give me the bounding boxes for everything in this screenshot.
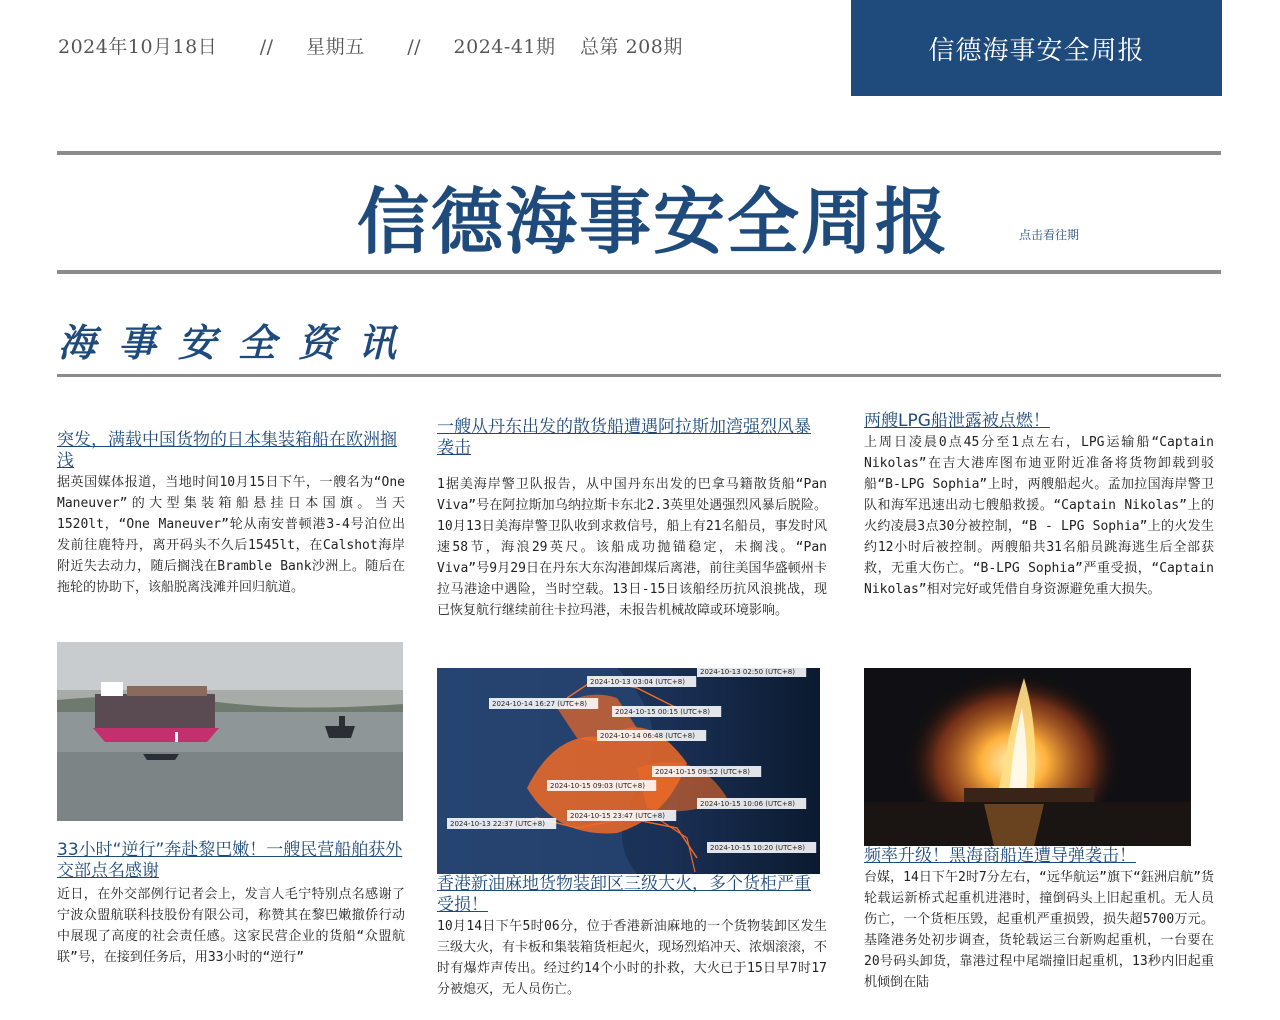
issue-weekday: 星期五 <box>306 36 365 58</box>
issue-info-bar <box>58 32 693 59</box>
brand-name: 信德海事安全周报 <box>928 35 1145 66</box>
track-label: 2024-10-15 10:20 (UTC+8) <box>710 844 805 852</box>
article-headline[interactable]: 频率升级！黑海商船连遭导弹袭击！ <box>864 846 1136 866</box>
article-text: 1据美海岸警卫队报告，从中国丹东出发的巴拿马籍散货船“Pan Viva”号在阿拉斯加乌纳拉斯卡东北2.3英里处遇强烈风暴后脱险。10月13日美海岸警卫队收到求救信号，船上有21名船员，事发时风速58节，海浪29英尺。该船成功抛锚稳定，未搁浅。“Pan Viva”号9月29日在丹东大东沟港卸煤后离港，前往美国华盛顿州卡拉马港途中遇险，当时空载。13日-15日该船经历抗风浪挑战，现已恢复航行继续前往卡拉玛港，未报告机械故障或环境影响。 <box>437 477 827 618</box>
ship-track-map <box>437 668 820 874</box>
article-text: 上周日凌晨0点45分至1点左右，LPG运输船“Captain Nikolas”在吉大港库图布迪亚附近准备将货物卸载到驳船“B-LPG Sophia”上时，两艘船起火。孟加拉国海岸警卫队和海军迅速出动七艘船救援。“Captain Nikolas”上的火约凌晨3点30分被控制，“B - LPG Sophia”上的火发生约12小时后被控制。两艘船共31名船员跳海逃生后全部获救，无重大伤亡。“B-LPG Sophia”严重受损，“Captain Nikolas”相对完好或凭借自身资源避免重大损失。 <box>864 435 1214 597</box>
container-ship-image <box>57 642 403 821</box>
issue-number: 2024-41期 <box>453 36 556 58</box>
track-label: 2024-10-15 23:47 (UTC+8) <box>570 812 665 820</box>
article-body <box>864 432 1214 600</box>
separator: // <box>407 36 421 58</box>
masthead-title: 信德海事安全周报 <box>357 179 950 264</box>
ship-grounded-photo <box>57 642 403 821</box>
track-label: 2024-10-15 09:03 (UTC+8) <box>550 782 645 790</box>
article-title <box>57 840 405 882</box>
article-body <box>437 474 827 621</box>
track-label: 2024-10-15 00:15 (UTC+8) <box>615 708 710 716</box>
divider <box>57 374 1221 377</box>
lpg-fire-photo <box>864 668 1191 846</box>
section-title: 海事安全资讯 <box>58 320 419 365</box>
divider <box>57 151 1221 155</box>
ship-fire-image <box>864 668 1191 846</box>
track-label: 2024-10-13 03:04 (UTC+8) <box>590 678 685 686</box>
track-label: 2024-10-15 09:52 (UTC+8) <box>655 768 750 776</box>
article-headline[interactable]: 两艘LPG船泄露被点燃！ <box>864 411 1050 431</box>
ship-track-map-image <box>437 668 820 874</box>
article-title <box>864 411 1214 432</box>
issue-date: 2024年10月18日 <box>58 36 218 58</box>
divider <box>57 270 1221 274</box>
article-body <box>437 916 827 1000</box>
track-label: 2024-10-14 06:48 (UTC+8) <box>600 732 695 740</box>
brand-box <box>851 0 1222 96</box>
article-body <box>57 472 405 598</box>
track-label: 2024-10-13 22:37 (UTC+8) <box>450 820 545 828</box>
separator: // <box>259 36 274 58</box>
issue-total: 总第 208期 <box>580 36 683 58</box>
article-headline[interactable]: 一艘从丹东出发的散货船遭遇阿拉斯加湾强烈风暴袭击 <box>437 417 811 458</box>
article-title <box>437 417 825 459</box>
article-text: 据英国媒体报道，当地时间10月15日下午，一艘名为“One Maneuver”的大型集装箱船悬挂日本国旗。当天1520lt，“One Maneuver”轮从南安普顿港3-4号泊位出发前往鹿特丹，离开码头不久后1545lt，在Calshot海岸附近失去动力，随后搁浅在Bramble Bank沙洲上。随后在拖轮的协助下，该船脱离浅滩并回归航道。 <box>57 475 405 595</box>
track-label: 2024-10-15 10:06 (UTC+8) <box>700 800 795 808</box>
article-body <box>864 867 1214 993</box>
article-title <box>864 846 1214 867</box>
track-label: 2024-10-13 02:50 (UTC+8) <box>700 668 795 676</box>
track-label: 2024-10-14 16:27 (UTC+8) <box>492 700 587 708</box>
article-headline[interactable]: 突发，满载中国货物的日本集装箱船在欧洲搁浅 <box>57 430 397 471</box>
article-title <box>57 430 405 472</box>
article-body <box>57 884 405 968</box>
article-text: 台媒，14日下午2时7分左右，“远华航运”旗下“鈺洲启航”货轮载运新桥式起重机进港时，撞倒码头上旧起重机。无人员伤亡，一个货柜压毁，起重机严重损毁，损失超5700万元。基隆港务处初步调查，货轮载运三台新购起重机，一台要在20号码头卸货，靠港过程中尾端撞旧起重机，13秒内旧起重机倾倒在陆 <box>864 870 1214 990</box>
article-headline[interactable]: 香港新油麻地货物装卸区三级大火，多个货柜严重受损！ <box>437 874 811 915</box>
past-issues-link[interactable]: 点击看往期 <box>1019 228 1080 242</box>
article-text: 10月14日下午5时06分，位于香港新油麻地的一个货物装卸区发生三级大火，有卡板和集装箱货柜起火，现场烈焰冲天、浓烟滚滚，不时有爆炸声传出。经过约14个小时的扑救，大火已于15日早7时17分被熄灭，无人员伤亡。 <box>437 919 828 997</box>
article-text: 近日，在外交部例行记者会上，发言人毛宁特别点名感谢了宁波众盟航联科技股份有限公司，称赞其在黎巴嫩撤侨行动中展现了高度的社会责任感。这家民营企业的货船“众盟航联”号，在接到任务后，用33小时的“逆行” <box>57 887 405 965</box>
article-title <box>437 874 825 916</box>
article-headline[interactable]: 33小时“逆行”奔赴黎巴嫩！一艘民营船舶获外交部点名感谢 <box>57 840 403 881</box>
